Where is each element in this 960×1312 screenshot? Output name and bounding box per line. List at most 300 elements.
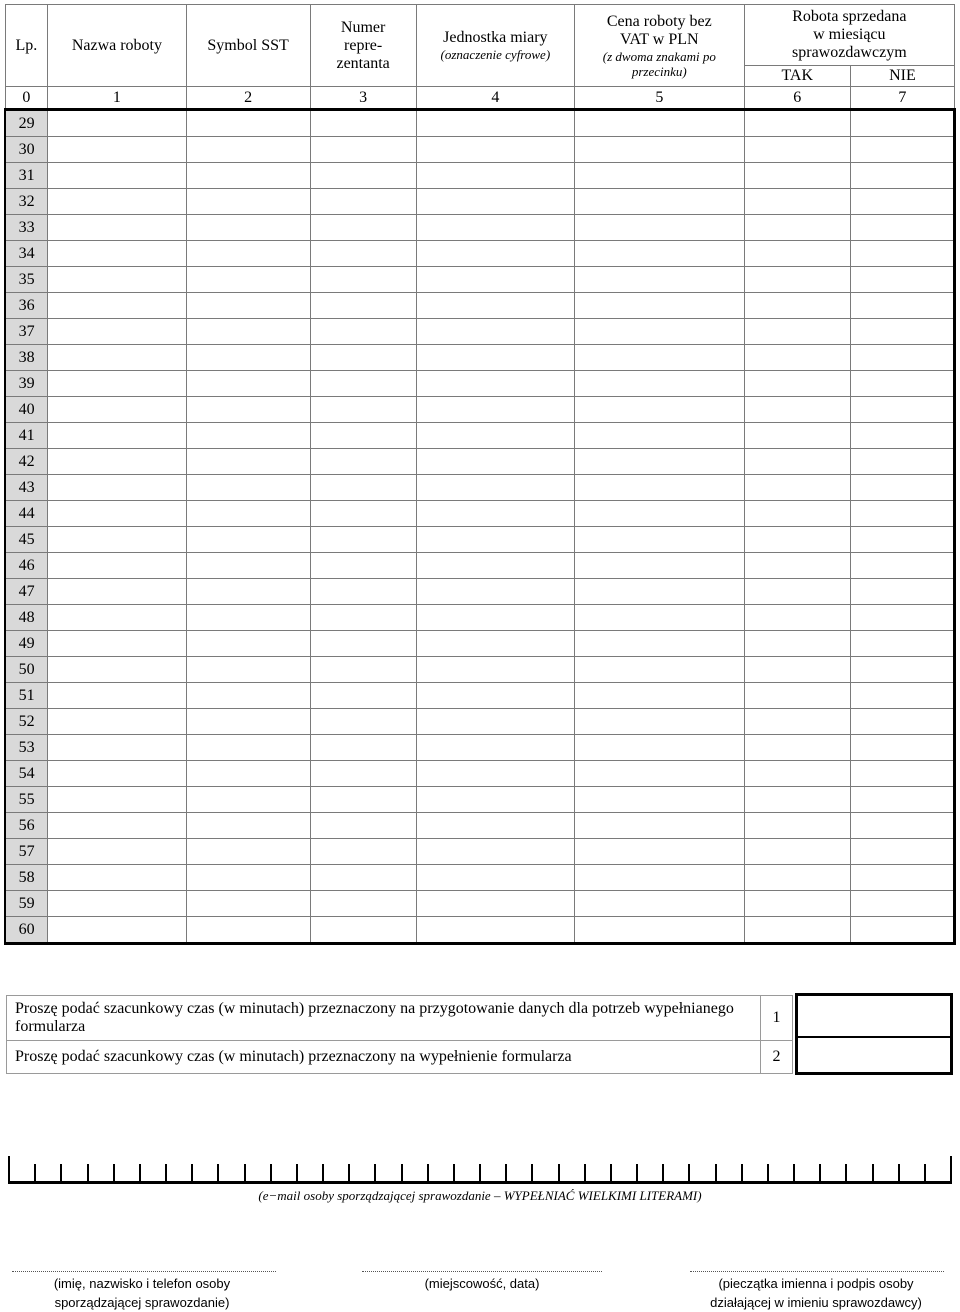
row-number: 45 (5, 527, 48, 553)
table-cell[interactable] (850, 891, 954, 917)
table-row (5, 787, 955, 813)
table-cell[interactable] (744, 761, 850, 787)
table-cell[interactable] (186, 371, 310, 397)
table-row (5, 110, 955, 137)
column-number: 5 (574, 87, 744, 110)
table-cell[interactable] (186, 917, 310, 944)
table-cell[interactable] (744, 839, 850, 865)
table-cell[interactable] (574, 917, 744, 944)
table-cell[interactable] (744, 917, 850, 944)
header-sold-line: Robota sprzedana (792, 8, 907, 25)
table-row (5, 735, 955, 761)
table-cell[interactable] (850, 683, 954, 709)
row-number: 30 (5, 137, 48, 163)
table-cell[interactable] (416, 110, 574, 137)
row-number: 36 (5, 293, 48, 319)
table-cell[interactable] (186, 449, 310, 475)
table-cell[interactable] (744, 215, 850, 241)
table-cell[interactable] (186, 579, 310, 605)
table-cell[interactable] (186, 657, 310, 683)
email-char-divider (87, 1164, 89, 1184)
table-cell[interactable] (186, 241, 310, 267)
table-cell[interactable] (186, 787, 310, 813)
table-cell[interactable] (850, 787, 954, 813)
table-cell[interactable] (48, 891, 186, 917)
email-char-divider (531, 1164, 533, 1184)
table-cell[interactable] (574, 657, 744, 683)
table-cell[interactable] (416, 293, 574, 319)
table-cell[interactable] (416, 579, 574, 605)
table-cell[interactable] (744, 345, 850, 371)
table-cell[interactable] (574, 215, 744, 241)
table-cell[interactable] (310, 241, 416, 267)
email-char-divider (322, 1164, 324, 1184)
table-cell[interactable] (310, 579, 416, 605)
table-cell[interactable] (574, 293, 744, 319)
table-cell[interactable] (744, 527, 850, 553)
email-char-divider (584, 1164, 586, 1184)
signature-line-person[interactable] (12, 1271, 276, 1272)
table-cell[interactable] (850, 345, 954, 371)
table-row (5, 527, 955, 553)
table-cell[interactable] (850, 371, 954, 397)
table-cell[interactable] (186, 267, 310, 293)
table-cell[interactable] (186, 293, 310, 319)
table-cell[interactable] (310, 761, 416, 787)
table-cell[interactable] (48, 839, 186, 865)
table-cell[interactable] (48, 189, 186, 215)
table-cell[interactable] (48, 787, 186, 813)
question-number: 2 (761, 1041, 793, 1074)
table-cell[interactable] (850, 293, 954, 319)
table-cell[interactable] (850, 215, 954, 241)
question-fill-time: Proszę podać szacunkowy czas (w minutach) przeznaczony na wypełnienie formularza (7, 1041, 761, 1074)
table-cell[interactable] (186, 839, 310, 865)
table-cell[interactable] (850, 917, 954, 944)
table-cell[interactable] (744, 865, 850, 891)
table-cell[interactable] (416, 631, 574, 657)
table-cell[interactable] (744, 605, 850, 631)
table-cell[interactable] (310, 553, 416, 579)
table-row (5, 319, 955, 345)
row-number: 44 (5, 501, 48, 527)
table-cell[interactable] (416, 475, 574, 501)
table-cell[interactable] (48, 163, 186, 189)
table-cell[interactable] (744, 709, 850, 735)
table-cell[interactable] (744, 891, 850, 917)
email-char-divider (793, 1164, 795, 1184)
table-cell[interactable] (416, 891, 574, 917)
table-cell[interactable] (186, 319, 310, 345)
table-cell[interactable] (48, 735, 186, 761)
table-cell[interactable] (186, 215, 310, 241)
table-cell[interactable] (850, 605, 954, 631)
table-row (5, 371, 955, 397)
table-cell[interactable] (310, 839, 416, 865)
email-char-divider (113, 1164, 115, 1184)
table-cell[interactable] (416, 683, 574, 709)
table-cell[interactable] (310, 735, 416, 761)
table-cell[interactable] (850, 865, 954, 891)
table-cell[interactable] (850, 813, 954, 839)
table-cell[interactable] (574, 189, 744, 215)
table-cell[interactable] (416, 865, 574, 891)
table-cell[interactable] (574, 865, 744, 891)
table-cell[interactable] (186, 501, 310, 527)
table-cell[interactable] (416, 345, 574, 371)
table-cell[interactable] (850, 735, 954, 761)
table-cell[interactable] (744, 449, 850, 475)
table-cell[interactable] (574, 267, 744, 293)
table-cell[interactable] (416, 241, 574, 267)
table-cell[interactable] (850, 397, 954, 423)
table-cell[interactable] (186, 110, 310, 137)
table-cell[interactable] (574, 110, 744, 137)
table-cell[interactable] (850, 527, 954, 553)
email-char-divider (872, 1164, 874, 1184)
table-cell[interactable] (850, 189, 954, 215)
signature-line-stamp[interactable] (690, 1271, 944, 1272)
table-cell[interactable] (850, 709, 954, 735)
table-cell[interactable] (48, 475, 186, 501)
table-cell[interactable] (310, 631, 416, 657)
table-cell[interactable] (744, 423, 850, 449)
table-cell[interactable] (744, 241, 850, 267)
table-row (5, 865, 955, 891)
row-number: 32 (5, 189, 48, 215)
table-cell[interactable] (850, 241, 954, 267)
table-cell[interactable] (186, 735, 310, 761)
table-cell[interactable] (744, 189, 850, 215)
table-cell[interactable] (416, 813, 574, 839)
table-cell[interactable] (416, 657, 574, 683)
table-cell[interactable] (48, 397, 186, 423)
table-cell[interactable] (574, 761, 744, 787)
table-cell[interactable] (744, 137, 850, 163)
table-cell[interactable] (48, 319, 186, 345)
table-cell[interactable] (574, 527, 744, 553)
header-price-line: Cena roboty bez (606, 12, 712, 30)
email-char-divider (270, 1164, 272, 1184)
table-cell[interactable] (416, 371, 574, 397)
table-cell[interactable] (186, 163, 310, 189)
header-rep-number-line: Numer (340, 18, 386, 36)
table-cell[interactable] (186, 891, 310, 917)
table-row (5, 501, 955, 527)
table-cell[interactable] (574, 813, 744, 839)
table-cell[interactable] (574, 891, 744, 917)
table-cell[interactable] (416, 163, 574, 189)
table-row (5, 163, 955, 189)
row-number: 46 (5, 553, 48, 579)
table-cell[interactable] (850, 163, 954, 189)
table-cell[interactable] (310, 293, 416, 319)
table-cell[interactable] (186, 397, 310, 423)
table-cell[interactable] (744, 787, 850, 813)
table-cell[interactable] (574, 371, 744, 397)
table-cell[interactable] (310, 891, 416, 917)
table-cell[interactable] (416, 501, 574, 527)
table-cell[interactable] (48, 917, 186, 944)
table-cell[interactable] (48, 501, 186, 527)
table-cell[interactable] (48, 267, 186, 293)
table-cell[interactable] (310, 917, 416, 944)
table-cell[interactable] (574, 787, 744, 813)
table-cell[interactable] (48, 813, 186, 839)
table-cell[interactable] (186, 605, 310, 631)
table-cell[interactable] (186, 709, 310, 735)
signature-label-line: (pieczątka imienna i podpis osoby (718, 1276, 914, 1291)
table-cell[interactable] (850, 319, 954, 345)
table-cell[interactable] (574, 137, 744, 163)
table-cell[interactable] (48, 631, 186, 657)
table-cell[interactable] (310, 813, 416, 839)
header-sold-line: w miesiącu (813, 26, 886, 43)
table-cell[interactable] (574, 709, 744, 735)
table-cell[interactable] (744, 267, 850, 293)
table-cell[interactable] (186, 137, 310, 163)
header-price-line: VAT w PLN (620, 30, 699, 48)
row-number: 43 (5, 475, 48, 501)
table-cell[interactable] (310, 657, 416, 683)
table-cell[interactable] (416, 839, 574, 865)
table-row (5, 683, 955, 709)
table-cell[interactable] (744, 683, 850, 709)
table-cell[interactable] (186, 761, 310, 787)
table-cell[interactable] (48, 683, 186, 709)
table-cell[interactable] (310, 110, 416, 137)
table-cell[interactable] (48, 110, 186, 137)
email-field[interactable] (8, 1154, 952, 1184)
email-char-divider (662, 1164, 664, 1184)
table-cell[interactable] (574, 241, 744, 267)
table-cell[interactable] (574, 423, 744, 449)
table-cell[interactable] (310, 189, 416, 215)
table-cell[interactable] (574, 163, 744, 189)
table-cell[interactable] (48, 345, 186, 371)
table-row (5, 241, 955, 267)
row-number: 38 (5, 345, 48, 371)
table-cell[interactable] (48, 709, 186, 735)
table-cell[interactable] (310, 397, 416, 423)
table-cell[interactable] (416, 709, 574, 735)
table-cell[interactable] (850, 761, 954, 787)
table-cell[interactable] (416, 761, 574, 787)
signature-label-line: (imię, nazwisko i telefon osoby (53, 1276, 231, 1291)
row-number: 29 (5, 110, 48, 137)
table-cell[interactable] (310, 605, 416, 631)
email-char-divider (8, 1156, 10, 1184)
email-caption: (e−mail osoby sporządzającej sprawozdanie – WYPEŁNIAĆ WIELKIMI LITERAMI) (258, 1188, 702, 1203)
table-cell[interactable] (310, 449, 416, 475)
table-cell[interactable] (744, 163, 850, 189)
table-cell[interactable] (416, 735, 574, 761)
table-row (5, 397, 955, 423)
table-cell[interactable] (310, 423, 416, 449)
table-cell[interactable] (310, 865, 416, 891)
table-cell[interactable] (48, 137, 186, 163)
table-cell[interactable] (850, 553, 954, 579)
table-cell[interactable] (48, 527, 186, 553)
table-cell[interactable] (48, 579, 186, 605)
table-cell[interactable] (574, 553, 744, 579)
table-cell[interactable] (574, 397, 744, 423)
table-cell[interactable] (574, 319, 744, 345)
signature-line-place[interactable] (362, 1271, 602, 1272)
table-cell[interactable] (310, 345, 416, 371)
header-no: NIE (850, 66, 954, 87)
table-cell[interactable] (744, 110, 850, 137)
table-row (5, 657, 955, 683)
table-cell[interactable] (850, 110, 954, 137)
signature-label-line: sporządzającej sprawozdanie) (54, 1295, 230, 1310)
header-rep-number-line: repre- (344, 36, 383, 54)
header-yes: TAK (744, 66, 850, 87)
table-row (5, 709, 955, 735)
table-cell[interactable] (310, 163, 416, 189)
header-name: Nazwa roboty (48, 5, 186, 87)
table-cell[interactable] (416, 527, 574, 553)
table-cell[interactable] (574, 449, 744, 475)
table-cell[interactable] (744, 475, 850, 501)
table-cell[interactable] (574, 501, 744, 527)
header-unit-title: Jednostka miary (443, 29, 548, 46)
table-cell[interactable] (48, 293, 186, 319)
table-cell[interactable] (416, 605, 574, 631)
table-cell[interactable] (744, 397, 850, 423)
table-cell[interactable] (744, 371, 850, 397)
table-cell[interactable] (186, 865, 310, 891)
table-cell[interactable] (416, 917, 574, 944)
table-cell[interactable] (850, 137, 954, 163)
table-cell[interactable] (416, 267, 574, 293)
signature-label-place: (miejscowość, data) (424, 1276, 540, 1291)
table-cell[interactable] (850, 631, 954, 657)
email-char-divider (34, 1164, 36, 1184)
table-cell[interactable] (744, 813, 850, 839)
table-cell[interactable] (574, 631, 744, 657)
table-cell[interactable] (574, 735, 744, 761)
row-number: 60 (5, 917, 48, 944)
table-cell[interactable] (744, 657, 850, 683)
table-cell[interactable] (416, 787, 574, 813)
table-cell[interactable] (744, 293, 850, 319)
table-cell[interactable] (310, 137, 416, 163)
header-rep-number-line: zentanta (336, 54, 390, 72)
table-row (5, 449, 955, 475)
table-cell[interactable] (850, 839, 954, 865)
table-cell[interactable] (850, 267, 954, 293)
email-char-divider (401, 1164, 403, 1184)
table-cell[interactable] (48, 423, 186, 449)
email-char-divider (60, 1164, 62, 1184)
table-cell[interactable] (416, 137, 574, 163)
table-cell[interactable] (48, 241, 186, 267)
table-cell[interactable] (850, 475, 954, 501)
table-cell[interactable] (416, 553, 574, 579)
answer-divider (798, 1036, 950, 1038)
table-cell[interactable] (186, 813, 310, 839)
row-number: 42 (5, 449, 48, 475)
table-cell[interactable] (850, 579, 954, 605)
table-cell[interactable] (416, 215, 574, 241)
table-cell[interactable] (186, 475, 310, 501)
table-cell[interactable] (574, 475, 744, 501)
table-row (5, 215, 955, 241)
table-row (5, 917, 955, 944)
email-char-divider (348, 1164, 350, 1184)
table-cell[interactable] (744, 553, 850, 579)
table-cell[interactable] (850, 449, 954, 475)
table-cell[interactable] (574, 839, 744, 865)
question-prep-time: Proszę podać szacunkowy czas (w minutach) przeznaczony na przygotowanie danych dla potrzeb wypełnianego formularza (7, 996, 761, 1041)
table-cell[interactable] (574, 345, 744, 371)
table-cell[interactable] (48, 371, 186, 397)
table-cell[interactable] (48, 215, 186, 241)
table-cell[interactable] (744, 319, 850, 345)
table-cell[interactable] (416, 449, 574, 475)
header-unit (416, 5, 574, 87)
table-cell[interactable] (48, 553, 186, 579)
table-cell[interactable] (48, 865, 186, 891)
table-cell[interactable] (186, 423, 310, 449)
table-cell[interactable] (310, 475, 416, 501)
table-cell[interactable] (744, 501, 850, 527)
table-cell[interactable] (310, 527, 416, 553)
table-cell[interactable] (48, 657, 186, 683)
table-cell[interactable] (48, 449, 186, 475)
time-answer-box[interactable] (795, 993, 953, 1075)
table-cell[interactable] (310, 709, 416, 735)
table-cell[interactable] (310, 787, 416, 813)
table-cell[interactable] (186, 683, 310, 709)
email-char-divider (898, 1164, 900, 1184)
email-char-divider (453, 1164, 455, 1184)
table-cell[interactable] (186, 553, 310, 579)
table-cell[interactable] (186, 345, 310, 371)
table-cell[interactable] (310, 319, 416, 345)
table-cell[interactable] (574, 605, 744, 631)
table-cell[interactable] (416, 397, 574, 423)
table-cell[interactable] (744, 631, 850, 657)
table-cell[interactable] (850, 501, 954, 527)
table-row (5, 813, 955, 839)
table-cell[interactable] (48, 761, 186, 787)
table-row (5, 293, 955, 319)
table-cell[interactable] (186, 631, 310, 657)
table-cell[interactable] (574, 683, 744, 709)
table-cell[interactable] (310, 371, 416, 397)
table-cell[interactable] (186, 527, 310, 553)
table-cell[interactable] (310, 683, 416, 709)
table-cell[interactable] (186, 189, 310, 215)
email-char-divider (479, 1164, 481, 1184)
table-cell[interactable] (850, 423, 954, 449)
table-cell[interactable] (416, 423, 574, 449)
table-cell[interactable] (416, 189, 574, 215)
table-cell[interactable] (416, 319, 574, 345)
table-row (5, 891, 955, 917)
table-cell[interactable] (310, 501, 416, 527)
table-cell[interactable] (574, 579, 744, 605)
table-cell[interactable] (850, 657, 954, 683)
table-cell[interactable] (310, 215, 416, 241)
table-cell[interactable] (310, 267, 416, 293)
table-cell[interactable] (744, 735, 850, 761)
email-char-divider (845, 1164, 847, 1184)
table-cell[interactable] (48, 605, 186, 631)
table-cell[interactable] (744, 579, 850, 605)
